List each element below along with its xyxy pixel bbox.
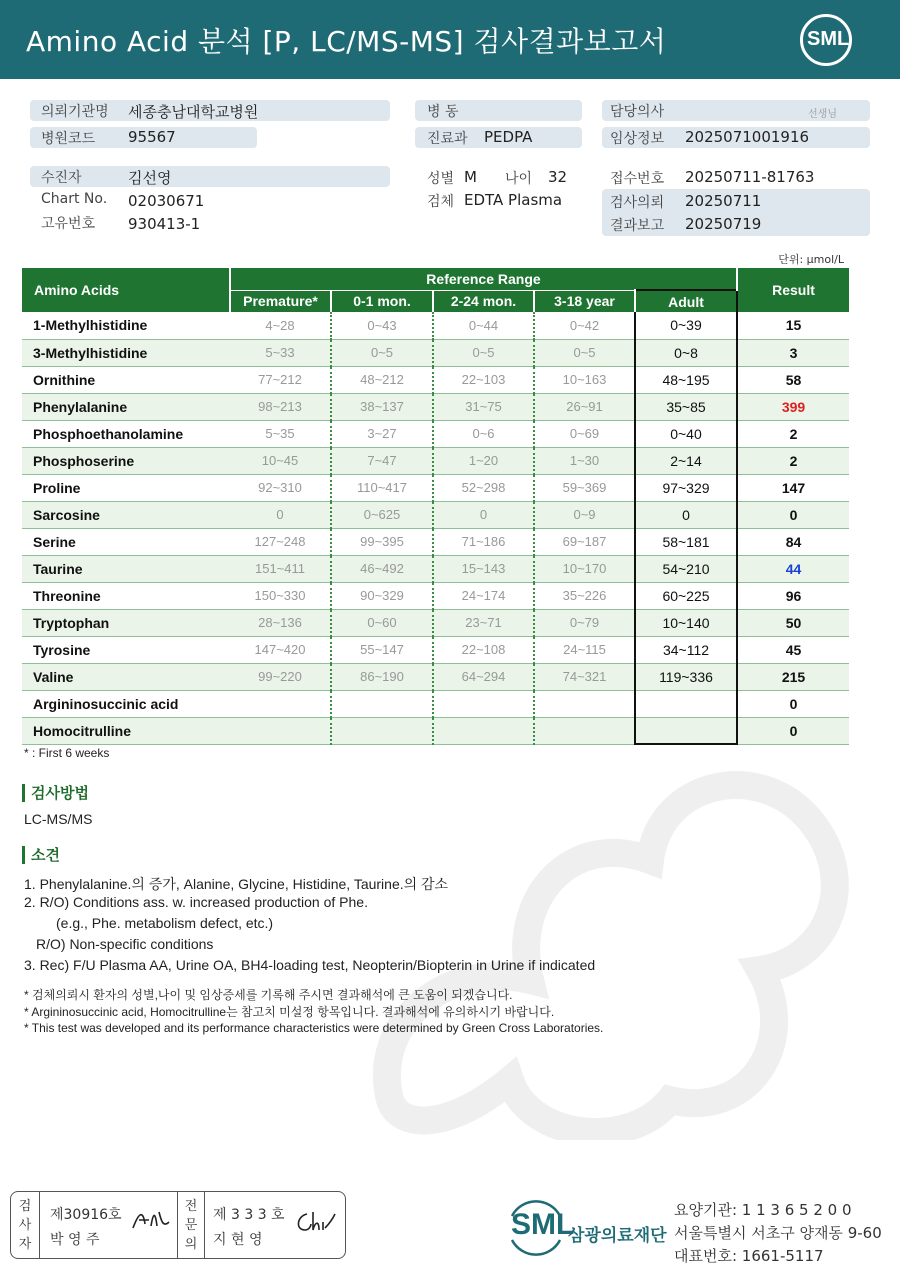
reference-range: 10~170 [534, 555, 635, 582]
reference-range: 99~395 [331, 528, 433, 555]
footer-phone: 대표번호: 1661-5117 [674, 1247, 824, 1265]
reference-range [230, 690, 331, 717]
result-value: 399 [737, 393, 849, 420]
footer-institution-code: 요양기관: 1 1 3 6 5 2 0 0 [674, 1201, 852, 1219]
result-value: 96 [737, 582, 849, 609]
tester-name: 박 영 주 [50, 1232, 100, 1248]
specialist-label: 전 문 의 [184, 1199, 198, 1252]
finding-line: 2. R/O) Conditions ass. w. increased production of Phe. [24, 894, 368, 910]
amino-acid-name: Tyrosine [22, 636, 230, 663]
divider [177, 1192, 178, 1258]
reference-range: 0~44 [433, 312, 534, 339]
adult-reference: 35~85 [635, 393, 737, 420]
reference-range: 0~79 [534, 609, 635, 636]
finding-line: 1. Phenylalanine.의 증가, Alanine, Glycine, Histidine, Taurine.의 감소 [24, 876, 449, 892]
results-table [22, 268, 849, 745]
reference-range: 99~220 [230, 663, 331, 690]
table-row [22, 366, 849, 393]
hospital-code-value: 95567 [128, 128, 176, 146]
reference-range: 5~33 [230, 339, 331, 366]
col-reference-range: Reference Range [230, 268, 737, 290]
reference-range: 0~5 [433, 339, 534, 366]
reference-range: 69~187 [534, 528, 635, 555]
footer-address: 서울특별시 서초구 양재동 9-60 [674, 1224, 882, 1242]
report-title: Amino Acid 분석 [P, LC/MS-MS] 검사결과보고서 [26, 25, 667, 58]
sex-label: 성별 [427, 171, 455, 187]
col-3-18-year: 3-18 year [534, 290, 635, 312]
reference-range: 92~310 [230, 474, 331, 501]
report-date: 20250719 [685, 215, 762, 233]
reference-range: 0 [433, 501, 534, 528]
footer-org-name: 삼광의료재단 [568, 1226, 667, 1246]
watermark-icon [330, 720, 890, 1140]
report-label: 결과보고 [610, 218, 665, 234]
reference-range: 48~212 [331, 366, 433, 393]
department-label: 진료과 [427, 131, 468, 147]
table-row [22, 663, 849, 690]
adult-reference: 97~329 [635, 474, 737, 501]
result-value: 2 [737, 447, 849, 474]
specialist-name: 지 현 영 [213, 1232, 263, 1248]
reference-range: 110~417 [331, 474, 433, 501]
reference-range: 31~75 [433, 393, 534, 420]
adult-reference: 119~336 [635, 663, 737, 690]
reference-range: 74~321 [534, 663, 635, 690]
result-value: 15 [737, 312, 849, 339]
request-date: 20250711 [685, 192, 762, 210]
findings-heading: 소견 [22, 846, 60, 864]
table-row [22, 474, 849, 501]
result-value: 0 [737, 717, 849, 744]
sml-logo-icon [800, 14, 852, 66]
table-row [22, 447, 849, 474]
reference-range: 4~28 [230, 312, 331, 339]
divider [39, 1192, 40, 1258]
reference-range: 10~163 [534, 366, 635, 393]
amino-acid-name: Proline [22, 474, 230, 501]
finding-line: 3. Rec) F/U Plasma AA, Urine OA, BH4-loading test, Neopterin/Biopterin in Urine if indicated [24, 957, 596, 973]
adult-reference: 0 [635, 501, 737, 528]
result-value: 45 [737, 636, 849, 663]
amino-acid-name: Argininosuccinic acid [22, 690, 230, 717]
reference-range: 98~213 [230, 393, 331, 420]
reference-range: 24~115 [534, 636, 635, 663]
reference-range: 86~190 [331, 663, 433, 690]
col-0-1-mon: 0-1 mon. [331, 290, 433, 312]
age-value: 32 [548, 168, 568, 186]
reference-range: 0~625 [331, 501, 433, 528]
reference-range: 15~143 [433, 555, 534, 582]
note-line: * This test was developed and its performance characteristics were determined by Green Cross Laboratories. [24, 1021, 604, 1035]
reference-range: 10~45 [230, 447, 331, 474]
id-label: 고유번호 [41, 216, 96, 232]
col-result: Result [737, 268, 849, 312]
col-2-24-mon: 2-24 mon. [433, 290, 534, 312]
table-row [22, 690, 849, 717]
result-value: 215 [737, 663, 849, 690]
table-row [22, 582, 849, 609]
amino-acid-name: Threonine [22, 582, 230, 609]
tester-label: 검 사 자 [18, 1199, 32, 1252]
reference-range: 52~298 [433, 474, 534, 501]
table-row [22, 420, 849, 447]
reference-range: 0 [230, 501, 331, 528]
reference-range [534, 690, 635, 717]
note-line: * Argininosuccinic acid, Homocitrulline는 참고치 미설정 항목입니다. 결과해석에 유의하시기 바랍니다. [24, 1005, 555, 1019]
col-amino-acids: Amino Acids [22, 268, 230, 312]
footer-logo-text: SML [511, 1208, 575, 1241]
table-row [22, 312, 849, 339]
finding-line: R/O) Non-specific conditions [36, 936, 214, 952]
tester-number: 제30916호 [50, 1207, 122, 1223]
table-row [22, 717, 849, 744]
reference-range: 0~60 [331, 609, 433, 636]
reference-range: 22~103 [433, 366, 534, 393]
signature-box [10, 1191, 346, 1259]
patient-pill [30, 166, 390, 187]
reference-range: 90~329 [331, 582, 433, 609]
adult-reference: 2~14 [635, 447, 737, 474]
reference-range: 71~186 [433, 528, 534, 555]
reference-range: 46~492 [331, 555, 433, 582]
reference-range: 77~212 [230, 366, 331, 393]
department-value: PEDPA [484, 128, 533, 146]
reference-range [331, 690, 433, 717]
reference-range: 24~174 [433, 582, 534, 609]
amino-acid-name: Phenylalanine [22, 393, 230, 420]
table-row [22, 555, 849, 582]
amino-acid-name: Valine [22, 663, 230, 690]
reference-range: 0~9 [534, 501, 635, 528]
adult-reference: 34~112 [635, 636, 737, 663]
amino-acid-name: Phosphoserine [22, 447, 230, 474]
reference-range: 35~226 [534, 582, 635, 609]
hospital-code-label: 병원코드 [41, 131, 96, 147]
adult-reference: 0~39 [635, 312, 737, 339]
table-footnote: * : First 6 weeks [24, 746, 110, 760]
reference-range: 0~42 [534, 312, 635, 339]
divider [204, 1192, 205, 1258]
reference-range: 28~136 [230, 609, 331, 636]
reference-range: 0~6 [433, 420, 534, 447]
reference-range [534, 717, 635, 744]
age-label: 나이 [505, 171, 533, 187]
table-row [22, 609, 849, 636]
adult-reference: 58~181 [635, 528, 737, 555]
clinical-info-value: 2025071001916 [685, 128, 810, 146]
result-value: 50 [737, 609, 849, 636]
ward-label: 병 동 [427, 104, 459, 120]
reference-range: 127~248 [230, 528, 331, 555]
amino-acid-name: 3-Methylhistidine [22, 339, 230, 366]
reference-range [433, 717, 534, 744]
method-text: LC-MS/MS [24, 811, 93, 827]
unit-label: 단위: μmol/L [778, 253, 844, 266]
reference-range: 0~69 [534, 420, 635, 447]
amino-acid-name: Serine [22, 528, 230, 555]
patient-name: 김선영 [128, 169, 172, 187]
sml-logo-text: SML [807, 28, 850, 50]
adult-reference: 60~225 [635, 582, 737, 609]
reference-range: 1~30 [534, 447, 635, 474]
result-value: 0 [737, 690, 849, 717]
adult-reference [635, 717, 737, 744]
specimen-label: 검체 [427, 194, 455, 210]
amino-acid-name: 1-Methylhistidine [22, 312, 230, 339]
institution-label: 의뢰기관명 [41, 104, 109, 120]
tester-signature-icon [129, 1206, 173, 1234]
reference-range: 5~35 [230, 420, 331, 447]
institution-value: 세종충남대학교병원 [128, 103, 259, 121]
chart-label: Chart No. [41, 191, 108, 207]
reference-range: 7~47 [331, 447, 433, 474]
reference-range: 0~5 [331, 339, 433, 366]
reference-range [433, 690, 534, 717]
receipt-no: 20250711-81763 [685, 168, 815, 186]
amino-acid-name: Phosphoethanolamine [22, 420, 230, 447]
finding-line: (e.g., Phe. metabolism defect, etc.) [56, 915, 274, 931]
reference-range: 0~43 [331, 312, 433, 339]
adult-reference: 0~40 [635, 420, 737, 447]
method-heading: 검사방법 [22, 784, 89, 802]
reference-range: 1~20 [433, 447, 534, 474]
reference-range: 64~294 [433, 663, 534, 690]
reference-range [230, 717, 331, 744]
reference-range: 3~27 [331, 420, 433, 447]
reference-range [331, 717, 433, 744]
reference-range: 59~369 [534, 474, 635, 501]
amino-acid-name: Homocitrulline [22, 717, 230, 744]
result-value: 3 [737, 339, 849, 366]
reference-range: 151~411 [230, 555, 331, 582]
receipt-label: 접수번호 [610, 171, 665, 187]
clinical-info-label: 임상정보 [610, 131, 665, 147]
adult-reference [635, 690, 737, 717]
result-value: 0 [737, 501, 849, 528]
result-value: 58 [737, 366, 849, 393]
request-label: 검사의뢰 [610, 195, 665, 211]
reference-range: 147~420 [230, 636, 331, 663]
reference-range: 22~108 [433, 636, 534, 663]
table-row [22, 501, 849, 528]
chart-no: 02030671 [128, 192, 205, 210]
amino-acid-name: Ornithine [22, 366, 230, 393]
sex-value: M [464, 168, 477, 186]
result-value: 84 [737, 528, 849, 555]
doctor-label: 담당의사 [610, 104, 665, 120]
adult-reference: 10~140 [635, 609, 737, 636]
adult-reference: 0~8 [635, 339, 737, 366]
id-no: 930413-1 [128, 215, 201, 233]
table-row [22, 528, 849, 555]
amino-acid-name: Taurine [22, 555, 230, 582]
col-premature: Premature* [230, 290, 331, 312]
specialist-number: 제 3 3 3 호 [213, 1207, 285, 1223]
amino-acid-name: Sarcosine [22, 501, 230, 528]
col-adult: Adult [635, 290, 737, 312]
reference-range: 38~137 [331, 393, 433, 420]
specimen-value: EDTA Plasma [464, 191, 563, 209]
table-row [22, 393, 849, 420]
note-line: * 검체의뢰시 환자의 성별,나이 및 임상증세를 기록해 주시면 결과해석에 큰 도움이 되겠습니다. [24, 988, 513, 1002]
reference-range: 0~5 [534, 339, 635, 366]
specialist-signature-icon [293, 1208, 337, 1236]
result-value: 2 [737, 420, 849, 447]
table-row [22, 339, 849, 366]
reference-range: 26~91 [534, 393, 635, 420]
table-row [22, 636, 849, 663]
patient-label: 수진자 [41, 170, 82, 186]
reference-range: 55~147 [331, 636, 433, 663]
amino-acid-name: Tryptophan [22, 609, 230, 636]
doctor-suffix: 선생님 [808, 109, 837, 120]
reference-range: 150~330 [230, 582, 331, 609]
reference-range: 23~71 [433, 609, 534, 636]
adult-reference: 48~195 [635, 366, 737, 393]
result-value: 44 [737, 555, 849, 582]
result-value: 147 [737, 474, 849, 501]
adult-reference: 54~210 [635, 555, 737, 582]
